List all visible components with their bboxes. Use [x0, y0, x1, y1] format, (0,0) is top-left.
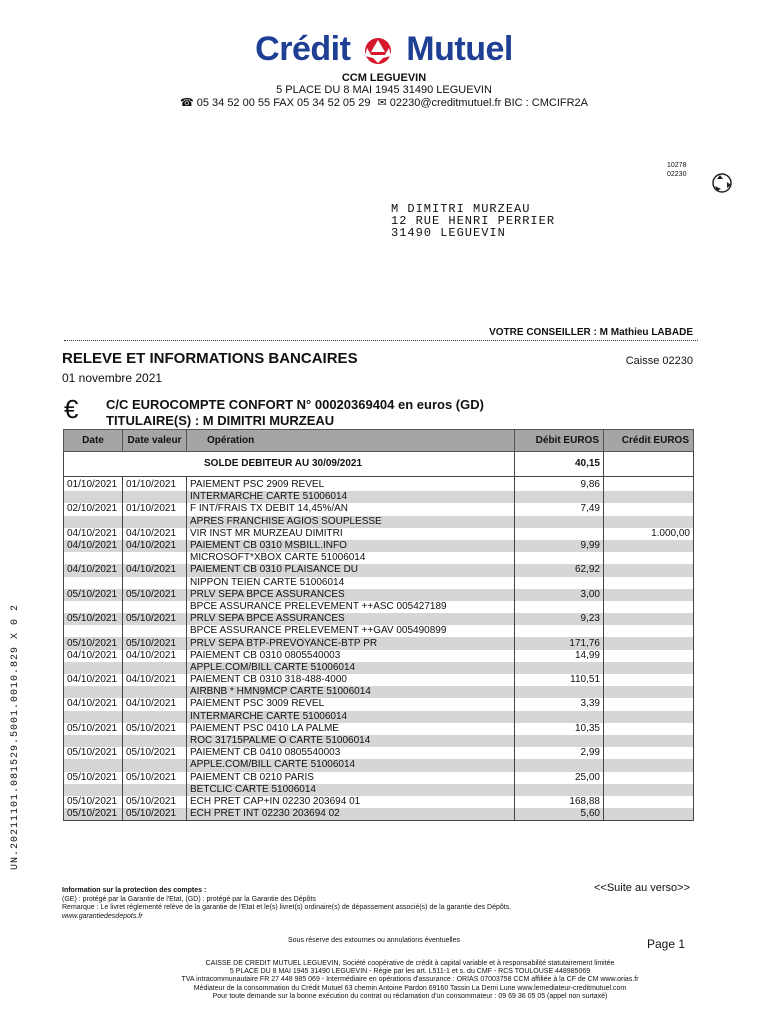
mail-code-2: 02230 — [667, 171, 687, 178]
table-row — [64, 625, 694, 637]
row-date: 05/10/2021 — [64, 723, 123, 735]
row-value-date: 04/10/2021 — [123, 698, 187, 710]
row-debit — [515, 491, 604, 503]
row-credit — [604, 772, 694, 784]
row-operation: PAIEMENT CB 0310 318-488-4000 — [187, 674, 515, 686]
row-debit — [515, 735, 604, 747]
table-row — [64, 735, 694, 747]
caisse: Caisse 02230 — [625, 355, 693, 367]
row-value-date: 04/10/2021 — [123, 674, 187, 686]
row-value-date: 04/10/2021 — [123, 540, 187, 552]
info-link: www.garantiedesdepots.fr — [62, 912, 143, 920]
table-row — [64, 552, 694, 564]
row-operation: BPCE ASSURANCE PRELEVEMENT ++GAV 005490899 — [187, 625, 515, 637]
table-row — [64, 650, 694, 662]
table-row — [64, 589, 694, 601]
row-value-date: 05/10/2021 — [123, 747, 187, 759]
table-row — [64, 723, 694, 735]
row-date: 05/10/2021 — [64, 613, 123, 625]
row-date — [64, 577, 123, 589]
credit-mutuel-logo — [0, 30, 768, 69]
row-debit — [515, 662, 604, 674]
header-operation: Opération — [187, 430, 515, 452]
table-row — [64, 577, 694, 589]
row-debit: 5,60 — [515, 808, 604, 821]
row-credit — [604, 759, 694, 771]
row-operation: APPLE.COM/BILL CARTE 51006014 — [187, 662, 515, 674]
row-credit: 1.000,00 — [604, 528, 694, 540]
row-debit — [515, 711, 604, 723]
row-operation: ECH PRET INT 02230 203694 02 — [187, 808, 515, 821]
row-date: 04/10/2021 — [64, 564, 123, 576]
recycle-icon — [709, 172, 735, 199]
row-debit — [515, 784, 604, 796]
header-value-date: Date valeur — [123, 430, 187, 452]
row-operation: INTERMARCHE CARTE 51006014 — [187, 711, 515, 723]
table-row — [64, 601, 694, 613]
table-row — [64, 772, 694, 784]
row-value-date: 05/10/2021 — [123, 808, 187, 821]
row-date — [64, 662, 123, 674]
row-debit: 168,88 — [515, 796, 604, 808]
suite-verso: <<Suite au verso>> — [594, 882, 691, 894]
row-credit — [604, 564, 694, 576]
operations-table — [63, 429, 694, 821]
row-date — [64, 759, 123, 771]
row-debit: 10,35 — [515, 723, 604, 735]
table-row — [64, 662, 694, 674]
bank-email-bic: 02230@creditmutuel.fr BIC : CMCIFR2A — [389, 97, 589, 109]
info-line-1: (GE) : protégé par la Garantie de l'Etat, (GD) : protégé par la Garantie des Dépôts — [62, 895, 316, 903]
opening-balance-debit: 40,15 — [515, 452, 604, 477]
row-value-date: 01/10/2021 — [123, 479, 187, 491]
row-credit — [604, 479, 694, 491]
row-operation: VIR INST MR MURZEAU DIMITRI — [187, 528, 515, 540]
row-value-date — [123, 625, 187, 637]
row-date: 04/10/2021 — [64, 540, 123, 552]
info-line-2: Remarque : Le livret réglementé relève de la garantie de l'Etat et le(s) livret(s) ordinaire(s) de dépassement associé(s) de la garantie des Dépôts. — [62, 904, 512, 911]
row-date: 04/10/2021 — [64, 650, 123, 662]
table-header-row — [64, 430, 694, 452]
row-value-date: 05/10/2021 — [123, 589, 187, 601]
row-debit: 9,23 — [515, 613, 604, 625]
row-date: 05/10/2021 — [64, 747, 123, 759]
table-row — [64, 808, 694, 821]
row-value-date — [123, 552, 187, 564]
row-value-date: 05/10/2021 — [123, 613, 187, 625]
row-credit — [604, 698, 694, 710]
header-credit: Crédit EUROS — [604, 430, 694, 452]
row-credit — [604, 650, 694, 662]
legal-footer — [90, 960, 730, 1001]
row-debit — [515, 625, 604, 637]
row-operation: ROC 31715PALME O CARTE 51006014 — [187, 735, 515, 747]
row-credit — [604, 637, 694, 649]
row-operation: PAIEMENT PSC 2909 REVEL — [187, 479, 515, 491]
row-debit: 2,99 — [515, 747, 604, 759]
euro-icon: € — [64, 394, 79, 424]
bank-address: 5 PLACE DU 8 MAI 1945 31490 LEGUEVIN — [276, 84, 492, 96]
reserve-note: Sous réserve des extournes ou annulations éventuelles — [288, 937, 460, 944]
row-credit — [604, 601, 694, 613]
row-date — [64, 601, 123, 613]
recipient-address — [391, 203, 555, 239]
row-operation: PAIEMENT PSC 3009 REVEL — [187, 698, 515, 710]
row-date — [64, 686, 123, 698]
row-debit: 3,39 — [515, 698, 604, 710]
row-credit — [604, 747, 694, 759]
table-row — [64, 613, 694, 625]
row-value-date — [123, 735, 187, 747]
row-credit — [604, 723, 694, 735]
row-operation: PAIEMENT CB 0210 PARIS — [187, 772, 515, 784]
row-date: 04/10/2021 — [64, 528, 123, 540]
table-row — [64, 503, 694, 515]
mail-code-1: 10278 — [667, 162, 687, 169]
table-row — [64, 540, 694, 552]
bank-phone-fax: 05 34 52 00 55 FAX 05 34 52 05 29 — [196, 97, 371, 109]
row-value-date: 01/10/2021 — [123, 503, 187, 515]
row-value-date — [123, 601, 187, 613]
row-value-date: 05/10/2021 — [123, 723, 187, 735]
table-row — [64, 759, 694, 771]
row-credit — [604, 735, 694, 747]
mail-codes — [667, 161, 686, 179]
row-date: 05/10/2021 — [64, 772, 123, 784]
row-operation: PAIEMENT CB 0410 0805540003 — [187, 747, 515, 759]
row-date — [64, 735, 123, 747]
recipient-city: 31490 LEGUEVIN — [391, 226, 506, 240]
row-operation: PRLV SEPA BPCE ASSURANCES — [187, 613, 515, 625]
row-value-date — [123, 686, 187, 698]
table-row — [64, 564, 694, 576]
advisor: VOTRE CONSEILLER : M Mathieu LABADE — [489, 327, 693, 338]
account-holder: TITULAIRE(S) : M DIMITRI MURZEAU — [106, 413, 335, 428]
row-date — [64, 625, 123, 637]
row-date: 02/10/2021 — [64, 503, 123, 515]
row-date — [64, 552, 123, 564]
row-credit — [604, 796, 694, 808]
row-operation: APPLE.COM/BILL CARTE 51006014 — [187, 759, 515, 771]
bank-name: CCM LEGUEVIN — [341, 72, 427, 84]
row-debit: 7,49 — [515, 503, 604, 515]
row-debit — [515, 601, 604, 613]
brand-right: Mutuel — [406, 30, 513, 68]
row-value-date — [123, 491, 187, 503]
row-operation: PAIEMENT CB 0310 MSBILL.INFO — [187, 540, 515, 552]
header-debit: Débit EUROS — [515, 430, 604, 452]
row-date — [64, 491, 123, 503]
row-debit — [515, 577, 604, 589]
row-credit — [604, 662, 694, 674]
row-debit — [515, 516, 604, 528]
row-debit: 110,51 — [515, 674, 604, 686]
row-credit — [604, 674, 694, 686]
row-credit — [604, 808, 694, 821]
row-credit — [604, 577, 694, 589]
row-credit — [604, 711, 694, 723]
footer-line-5: Pour toute demande sur la bonne exécution du contrat ou réclamation d'un consommateur : 09 69 36 05 05 (appel non surtaxé) — [212, 992, 608, 1000]
row-date: 05/10/2021 — [64, 637, 123, 649]
footer-line-2: 5 PLACE DU 8 MAI 1945 31490 LEGUEVIN - Régie par les art. L511-1 et s. du CMF - RCS TOULOUSE 448985069 — [229, 968, 591, 976]
table-row — [64, 698, 694, 710]
row-value-date — [123, 711, 187, 723]
recipient-name: M DIMITRI MURZEAU — [391, 202, 531, 216]
row-debit: 9,86 — [515, 479, 604, 491]
row-date: 05/10/2021 — [64, 589, 123, 601]
table-row — [64, 674, 694, 686]
row-value-date: 05/10/2021 — [123, 796, 187, 808]
protection-info — [62, 887, 582, 921]
opening-balance-label: SOLDE DEBITEUR AU 30/09/2021 — [64, 452, 515, 477]
row-debit: 3,00 — [515, 589, 604, 601]
row-date — [64, 516, 123, 528]
row-value-date: 04/10/2021 — [123, 564, 187, 576]
table-row — [64, 747, 694, 759]
row-value-date — [123, 784, 187, 796]
row-date: 04/10/2021 — [64, 698, 123, 710]
row-credit — [604, 540, 694, 552]
page-number: Page 1 — [647, 937, 686, 951]
row-operation: INTERMARCHE CARTE 51006014 — [187, 491, 515, 503]
row-credit — [604, 589, 694, 601]
row-operation: PRLV SEPA BTP-PREVOYANCE-BTP PR — [187, 637, 515, 649]
footer-line-1: CAISSE DE CREDIT MUTUEL LEGUEVIN, Société coopérative de crédit à capital variable et à responsabilité statutairement limitée — [205, 960, 615, 967]
table-row — [64, 528, 694, 540]
row-value-date — [123, 577, 187, 589]
row-debit: 171,76 — [515, 637, 604, 649]
row-credit — [604, 552, 694, 564]
mail-icon: ✉ — [377, 97, 387, 109]
phone-icon: ☎ — [179, 97, 194, 109]
row-debit: 14,99 — [515, 650, 604, 662]
row-credit — [604, 503, 694, 515]
row-credit — [604, 625, 694, 637]
table-row — [64, 479, 694, 491]
row-debit — [515, 552, 604, 564]
side-code: UN.20211101.081529.5001.0010.829 X 0 2 — [10, 603, 21, 870]
row-debit — [515, 759, 604, 771]
row-value-date — [123, 759, 187, 771]
row-debit: 9,99 — [515, 540, 604, 552]
separator — [64, 340, 698, 341]
row-value-date — [123, 516, 187, 528]
row-credit — [604, 613, 694, 625]
bank-contact — [0, 96, 768, 109]
row-debit — [515, 686, 604, 698]
brand-left: Crédit — [255, 30, 351, 68]
row-debit: 25,00 — [515, 772, 604, 784]
row-operation: AIRBNB * HMN9MCP CARTE 51006014 — [187, 686, 515, 698]
account-title: C/C EUROCOMPTE CONFORT N° 00020369404 en euros (GD) — [106, 397, 484, 412]
footer-line-4: Médiateur de la consommation du Crédit Mutuel 63 chemin Antoine Pardon 69160 Tassin La Demi Lune www.lemediateur-creditmutuel.com — [193, 984, 627, 992]
row-credit — [604, 686, 694, 698]
row-operation: MICROSOFT*XBOX CARTE 51006014 — [187, 552, 515, 564]
row-date: 05/10/2021 — [64, 808, 123, 821]
row-debit: 62,92 — [515, 564, 604, 576]
row-operation: PAIEMENT CB 0310 0805540003 — [187, 650, 515, 662]
header-date: Date — [64, 430, 123, 452]
row-credit — [604, 491, 694, 503]
table-row — [64, 784, 694, 796]
row-date: 05/10/2021 — [64, 796, 123, 808]
info-heading: Information sur la protection des comptes : — [62, 887, 207, 894]
row-value-date: 05/10/2021 — [123, 637, 187, 649]
table-row — [64, 516, 694, 528]
statement-date: 01 novembre 2021 — [62, 371, 163, 385]
row-operation: BETCLIC CARTE 51006014 — [187, 784, 515, 796]
row-operation: F INT/FRAIS TX DEBIT 14,45%/AN — [187, 503, 515, 515]
footer-line-3: TVA intracommunautaire FR 27 448 985 069 - Intermédiaire en opérations d'assurance : ORIAS 07003758 CCM affiliée à la CF de CM www.orias.fr — [181, 976, 639, 984]
row-date — [64, 711, 123, 723]
table-row — [64, 491, 694, 503]
row-debit — [515, 528, 604, 540]
row-operation: PAIEMENT CB 0310 PLAISANCE DU — [187, 564, 515, 576]
statement-title: RELEVE ET INFORMATIONS BANCAIRES — [62, 350, 358, 367]
row-operation: ECH PRET CAP+IN 02230 203694 01 — [187, 796, 515, 808]
row-date: 01/10/2021 — [64, 479, 123, 491]
opening-balance-row — [64, 452, 694, 477]
row-value-date: 04/10/2021 — [123, 650, 187, 662]
row-operation: BPCE ASSURANCE PRELEVEMENT ++ASC 005427189 — [187, 601, 515, 613]
row-operation: PRLV SEPA BPCE ASSURANCES — [187, 589, 515, 601]
row-date: 04/10/2021 — [64, 674, 123, 686]
recipient-street: 12 RUE HENRI PERRIER — [391, 214, 556, 228]
table-row — [64, 686, 694, 698]
table-row — [64, 796, 694, 808]
row-date — [64, 784, 123, 796]
row-credit — [604, 784, 694, 796]
credit-mutuel-emblem-icon — [361, 36, 395, 66]
row-value-date — [123, 662, 187, 674]
table-row — [64, 711, 694, 723]
table-row — [64, 637, 694, 649]
row-value-date: 04/10/2021 — [123, 528, 187, 540]
row-credit — [604, 516, 694, 528]
row-operation: NIPPON TEIEN CARTE 51006014 — [187, 577, 515, 589]
row-operation: PAIEMENT PSC 0410 LA PALME — [187, 723, 515, 735]
row-operation: APRES FRANCHISE AGIOS SOUPLESSE — [187, 516, 515, 528]
row-value-date: 05/10/2021 — [123, 772, 187, 784]
